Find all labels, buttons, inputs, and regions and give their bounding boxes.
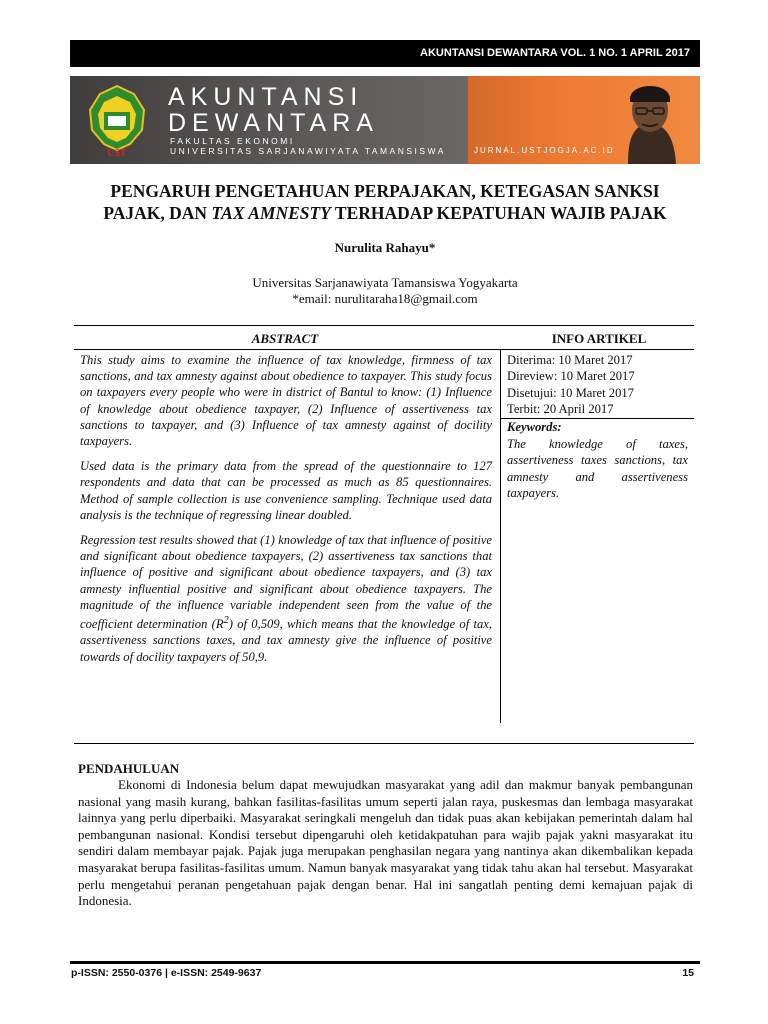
abstract-p3-a: Regression test results showed that (1) knowledge of tax that influence of positive and significant about obedience taxpayers, (2) assertiveness tax sanctions that influence of positive and significant about obedience taxpayers, and (3) tax amnesty influential positive and significant about obedience taxpayers. The magnitude of the influence variable independent seen from the value of the coefficient determination ( xyxy=(80,533,492,632)
keywords-text: The knowledge of taxes, assertiveness taxes sanctions, tax amnesty and assertiveness taxpayers. xyxy=(507,437,688,501)
title-part1: PENGARUH PENGETAHUAN PERPAJAKAN, KETEGASAN SANKSI PAJAK, DAN xyxy=(103,181,660,223)
journal-banner xyxy=(70,76,700,164)
faculty-block xyxy=(170,136,446,156)
journal-url: JURNAL.USTJOGJA.AC.ID xyxy=(474,146,615,155)
journal-name-line1: AKUNTANSI xyxy=(168,83,364,111)
abstract-paragraph-2: Used data is the primary data from the spread of the questionnaire to 127 respondents and data that can be processed as much as 85 questionnaires. Method of sample collection is use convenience sampling. Technique used data analysis is the technique of regressing linear doubled. xyxy=(80,459,492,522)
section-heading: PENDAHULUAN xyxy=(78,761,180,776)
intro-paragraph: Ekonomi di Indonesia belum dapat mewujudkan masyarakat yang adil dan makmur banyak pembangunan nasional yang masih kurang, bahkan fasilitas-fasilitas umum seperti jalan raya, puskesmas dan lembaga masyarakat lainnya yang perlu diperbaiki. Masyarakat seringkali mengeluh dan tidak puas akan kebijakan pemerintah dalam hal pembangunan nasional. Kondisi tersebut dipengaruhi oleh ketidakpatuhan para wajib pajak yakni masyarakat itu sendiri dalam membayar pajak. Pajak juga merupakan penghasilan negara yang nantinya akan dikembalikan kepada masyarakat berupa fasilitas-fasilitas umum. Namun banyak masyarakat yang tidak tahu akan hal tersebut. Masyarakat perlu mengetahui peranan pengetahuan pajak dengan benar. Hal ini sangatlah penting demi kemajuan pajak di Indonesia. xyxy=(78,777,693,909)
affiliation-line: Universitas Sarjanawiyata Tamansiswa Yogyakarta xyxy=(252,275,518,290)
date-approved: Disetujui: 10 Maret 2017 xyxy=(507,385,634,400)
university-logo xyxy=(84,84,150,158)
article-dates xyxy=(507,352,693,418)
date-received: Diterima: 10 Maret 2017 xyxy=(507,353,633,367)
author-email: *email: nurulitaraha18@gmail.com xyxy=(292,291,478,306)
abstract-heading: ABSTRACT xyxy=(251,331,319,346)
title-italic: TAX AMNESTY xyxy=(211,203,331,223)
issn-text: p-ISSN: 2550-0376 | e-ISSN: 2549-9637 xyxy=(71,967,262,979)
footer-rule xyxy=(70,961,700,964)
table-header-rule xyxy=(74,349,694,350)
portrait-image xyxy=(598,76,700,164)
abstract-p3-b: ) of 0,509, which means that the knowledge of tax, assertiveness sanctions taxes, and tax amnesty give the influence of positive towards of docility taxpayers of 50,9. xyxy=(80,617,493,664)
table-top-rule xyxy=(74,325,694,326)
logo-text: UST xyxy=(107,148,127,158)
keywords-label: Keywords: xyxy=(507,420,562,434)
abstract-paragraph-1: This study aims to examine the influence of tax knowledge, firmness of tax sanctions, and tax amnesty against about obedience to taxpayer. This study focus on taxpayers every people who were in district of Bantul to know: (1) Influence of knowledge about obedience taxpayer, (2) Influence of assertiveness tax sanctions to taxpayer, and (3) Influence of tax amnesty against of docility taxpayers. xyxy=(80,353,492,449)
running-title: AKUNTANSI DEWANTARA VOL. 1 NO. 1 APRIL 2017 xyxy=(420,47,690,59)
running-header xyxy=(70,40,700,67)
author-name: Nurulita Rahayu* xyxy=(334,240,436,255)
abstract-body xyxy=(80,352,492,674)
page-number: 15 xyxy=(682,967,694,979)
table-bottom-rule xyxy=(74,743,694,744)
university-name: UNIVERSITAS SARJANAWIYATA TAMANSISWA xyxy=(170,146,446,156)
author-affiliation xyxy=(80,275,690,307)
abstract-p3-sup: 2 xyxy=(223,615,229,627)
paper-title xyxy=(80,180,690,224)
abstract-paragraph-3 xyxy=(80,532,492,665)
date-published: Terbit: 20 April 2017 xyxy=(507,402,614,417)
table-column-divider xyxy=(500,349,501,723)
journal-name xyxy=(168,84,379,136)
date-reviewed: Direview: 10 Maret 2017 xyxy=(507,369,635,384)
info-divider-rule xyxy=(500,418,694,419)
abstract-p3-r: R xyxy=(215,617,224,632)
journal-name-line2: DEWANTARA xyxy=(168,109,379,137)
faculty-name: FAKULTAS EKONOMI xyxy=(170,136,295,146)
title-part2: TERHADAP KEPATUHAN WAJIB PAJAK xyxy=(330,203,667,223)
info-heading: INFO ARTIKEL xyxy=(551,331,647,346)
